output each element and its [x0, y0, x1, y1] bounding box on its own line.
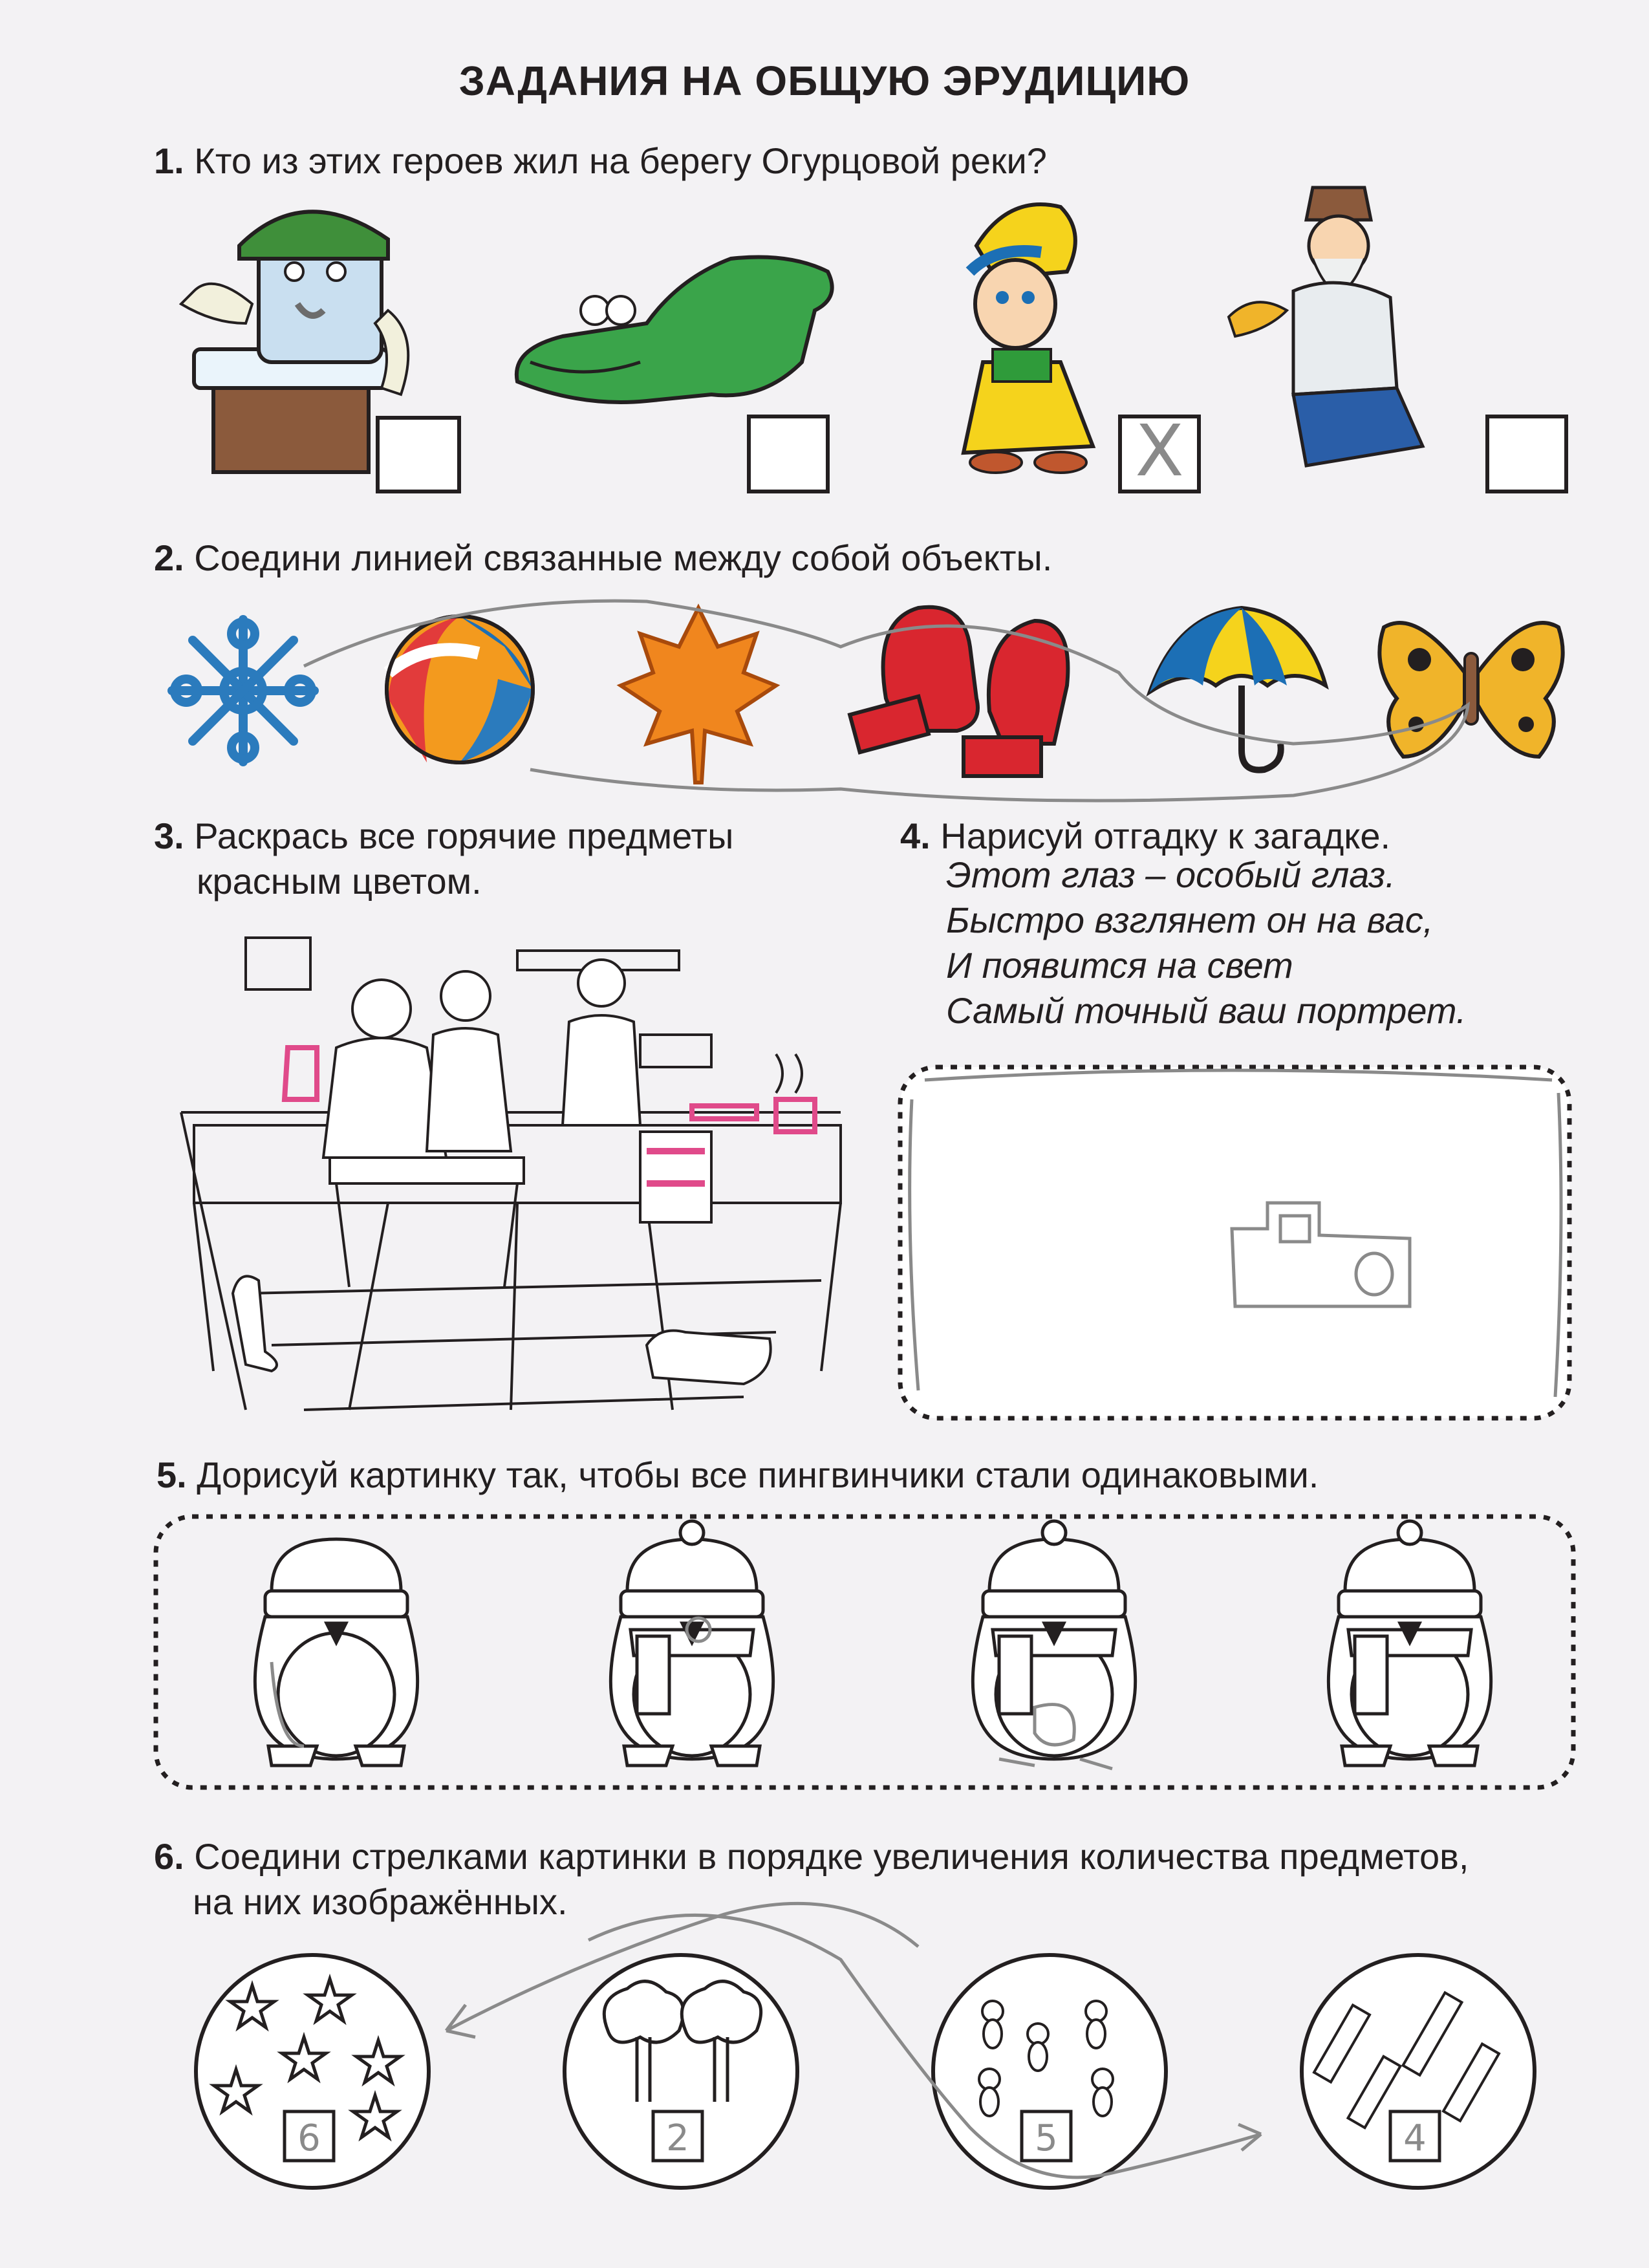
penguin-2 — [610, 1521, 773, 1766]
trees-circle — [565, 1955, 797, 2188]
drawing-area[interactable] — [900, 1067, 1569, 1418]
pencils-circle — [1302, 1955, 1535, 2188]
crocodile-character — [517, 257, 832, 403]
stars-circle — [196, 1955, 429, 2188]
count-box-1[interactable]: 6 — [297, 2117, 321, 2159]
task-2-heading: 2. Соедини линией связанные между собой объекты. — [154, 537, 1053, 578]
task-5-heading: 5. Дорисуй картинку так, чтобы все пингвинчики стали одинаковыми. — [156, 1454, 1319, 1495]
kitchen-scene — [181, 938, 841, 1410]
maple-leaf-icon — [621, 608, 776, 783]
snowflake-icon — [172, 620, 314, 762]
count-box-4[interactable]: 4 — [1403, 2117, 1427, 2159]
beach-ball-icon — [387, 616, 533, 762]
washbasin-character — [181, 211, 408, 472]
penguin-3 — [973, 1521, 1135, 1759]
butterfly-icon — [1379, 623, 1562, 757]
answer-box-1[interactable] — [378, 418, 459, 491]
answer-box-4[interactable] — [1487, 416, 1566, 491]
task-6-heading: 6. Соедини стрелками картинки в порядке увеличения количества предметов, на них изображённых. — [154, 1836, 1469, 1922]
penguin-1 — [255, 1539, 417, 1766]
count-box-2[interactable]: 2 — [666, 2117, 689, 2159]
task-3-heading: 3. Раскрась все горячие предметы красным цветом. — [154, 815, 734, 902]
task-1-heading: 1. Кто из этих героев жил на берегу Огурцовой реки? — [154, 140, 1047, 181]
task-4-heading: 4. Нарисуй отгадку к загадке. — [900, 815, 1391, 856]
page-title: ЗАДАНИЯ НА ОБЩУЮ ЭРУДИЦИЮ — [458, 58, 1191, 104]
answer-box-2[interactable] — [749, 416, 828, 491]
umbrella-icon — [1150, 608, 1326, 770]
answer-mark-3: X — [1135, 409, 1184, 492]
old-man-character — [1229, 188, 1423, 466]
bunnies-circle — [933, 1955, 1166, 2188]
penguin-4 — [1328, 1521, 1491, 1766]
riddle-text: Этот глаз – особый глаз. Быстро взглянет он на вас, И появится на свет Самый точный ваш портрет. — [946, 854, 1467, 1031]
boy-character — [964, 204, 1093, 473]
count-box-3[interactable]: 5 — [1035, 2117, 1058, 2159]
